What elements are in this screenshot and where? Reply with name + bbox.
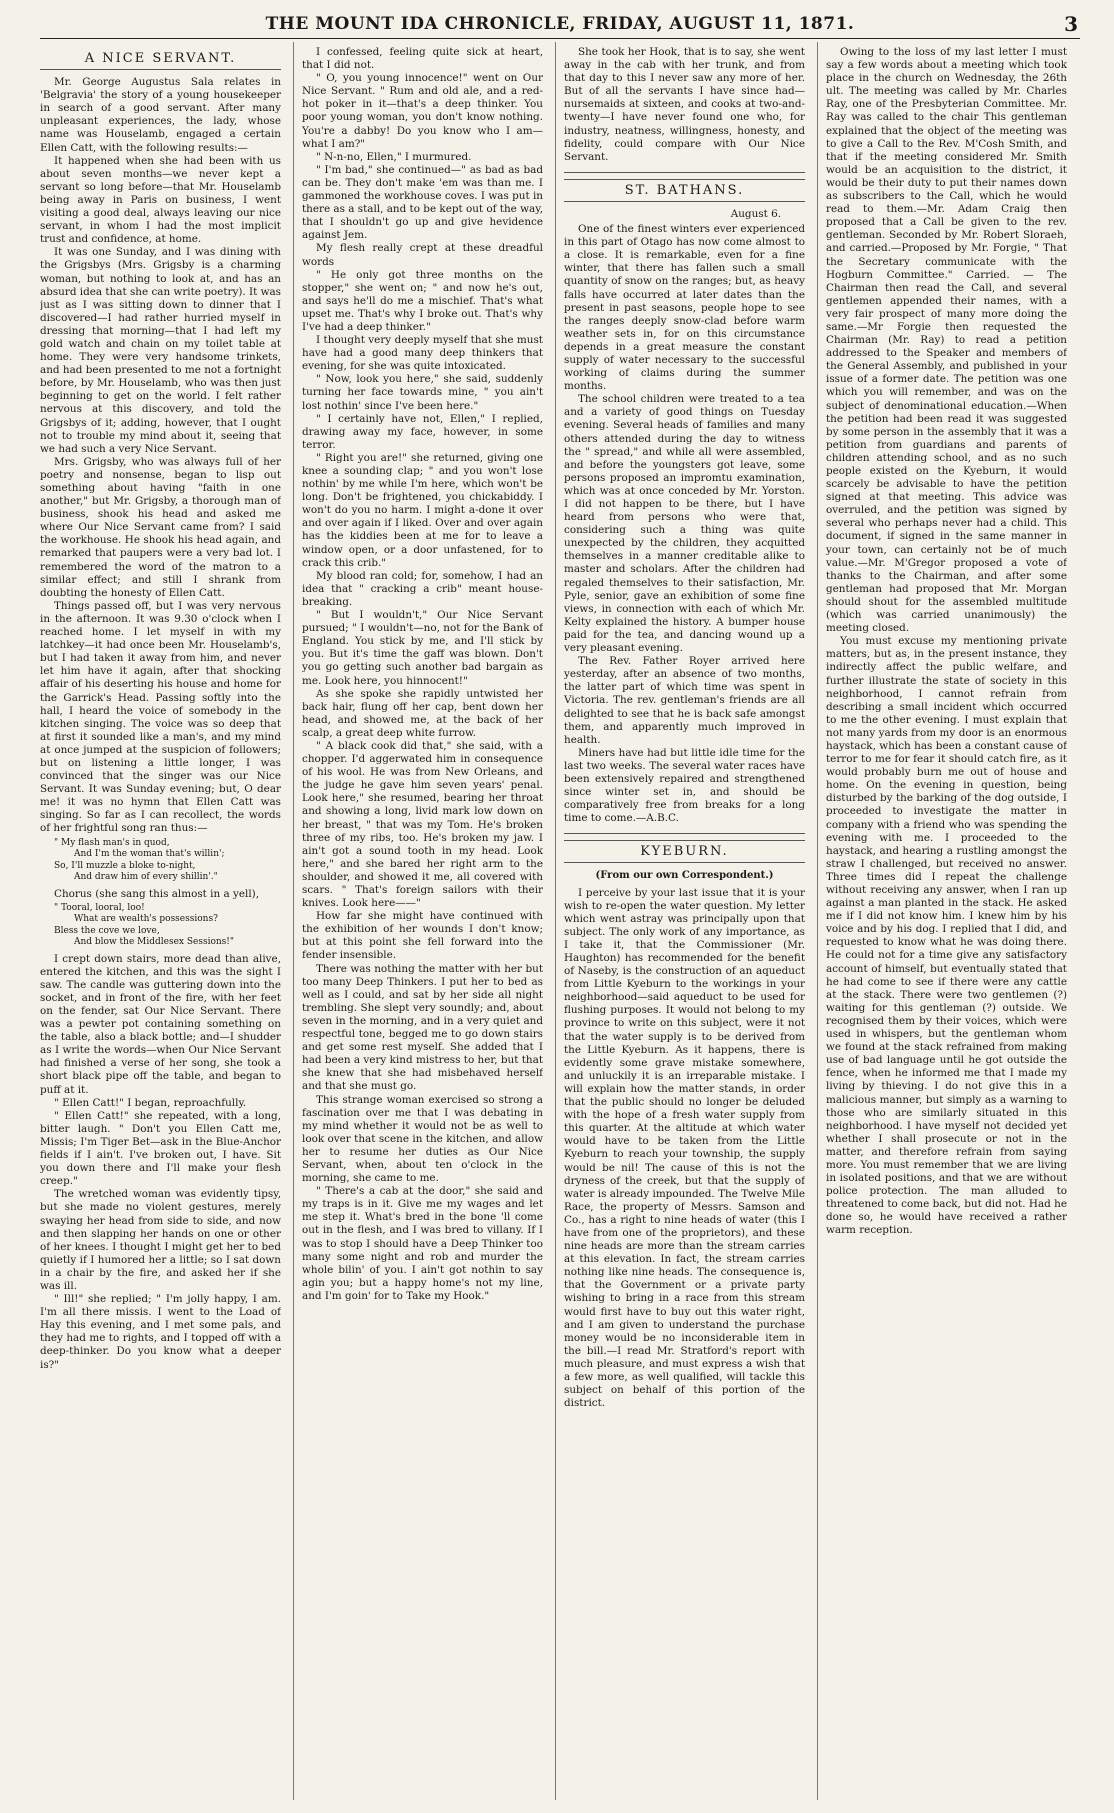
article-divider [564, 833, 805, 834]
column-3 [564, 46, 805, 1796]
article-paragraph: " Ellen Catt!" she repeated, with a long, bitter laugh. " Don't you Ellen Catt me, Missis; I'm Tiger Bet—ask in the Blue-Anchor fields if I ain't. I've broken out, I have. Sit you down there and I'll make your flesh creep." [40, 1109, 281, 1188]
article-paragraph: " I'm bad," she continued—" as bad as bad can be. They don't make 'em was than me. I gammoned the workhouse coves. I was put in there as a stall, and to be kept out of the way, that I shouldn't go up and give hevidence against Jem. [302, 163, 543, 242]
article-paragraph: Owing to the loss of my last letter I must say a few words about a meeting which took place in the church on Wednesday, the 26th ult. The meeting was called by Mr. Charles Ray, one of the Presbyterian Committee. Mr. Ray was called to the chair This gentleman explained that the object of the meeting was to give a Call to the Rev. M'Cosh Smith, and that if the meeting considered Mr. Smith would be an acquisition to the district, it would be their duty to put their names down as subscribers to the Call, which he would read to them.—Mr. Adam Craig then proposed that a Call be given to the rev. gentleman. Seconded by Mr. Robert Sloraeh, and carried.—Proposed by Mr. Forgie, " That the Secretary communicate with the Hogburn Committee." Carried. — The Chairman then read the Call, and several gentlemen appended their names, with a very fair prospect of many more doing the same.—Mr Forgie then requested the Chairman (Mr. Ray) to read a petition addressed to the Speaker and members of the General Assembly, and published in your issue of a former date. The petition was one which you will remember, and was on the subject of denominational education.—When the petition had been read it was suggested by some person in the assembly that it was a petition from guardians and parents of children attending school, and as no such people existed on the Kyeburn, it would scarcely be advisable to have the petition signed at that meeting. This advice was overruled, and the petition was signed by several who perhaps never had a child. This document, if signed in the same manner in your town, can certainly not be of much value.—Mr. M'Gregor proposed a vote of thanks to the Chairman, and after some gentleman had proposed that Mr. Morgan should shout for the assembled multitude (which was carried unanimously) the meeting closed. [826, 46, 1067, 635]
article-heading-st-bathans: ST. BATHANS. [564, 179, 805, 202]
article-paragraph: I confessed, feeling quite sick at heart, that I did not. [302, 46, 543, 72]
article-heading-kyeburn: KYEBURN. [564, 840, 805, 863]
column-rule [293, 42, 294, 1800]
column-rule [555, 42, 556, 1800]
article-paragraph: This strange woman exercised so strong a fascination over me that I was debating in my mind whether it would not be as well to look over that scene in the kitchen, and allow her to resume her duties as Our Nice Servant, when, about ten o'clock in the morning, she came to me. [302, 1093, 543, 1185]
article-paragraph: You must excuse my mentioning private matters, but as, in the present instance, they indirectly affect the public welfare, and further illustrate the state of society in this neighborhood, I cannot refrain from describing a small incident which occurred to me the other evening. I must explain that not many yards from my door is an enormous haystack, which has been a constant cause of terror to me for fear it should catch fire, as it would probably burn me out of house and home. On the evening in question, being disturbed by the barking of the dog outside, I proceeded to investigate the matter in company with a friend who was spending the evening with me. I proceeded to the haystack, and hearing a rustling amongst the straw I challenged, but received no answer. Three times did I repeat the challenge without receiving any answer, when I ran up against a man planted in the stack. He asked me if I did not know him. I knew him by his voice and by his dog. I replied that I did, and requested to know what he was doing there. He could not for a time give any satisfactory account of himself, but eventually stated that he had come to see if there were any cattle at the stack. There were two gentlemen (?) waiting for this gentleman (?) outside. We recognised them by their voices, which were used in whispers, but the gentleman whom we found at the stack refrained from making use of bad language until he got outside the fence, when he informed me that I made my living by thieving. I do not give this in a malicious manner, but simply as a warning to those who are similarly situated in this neighborhood. I have myself not decided yet whether I shall prosecute or not in the matter, and therefore refrain from saying more. You must remember that we are living in isolated positions, and that we are without police protection. The man alluded to threatened to come back, but did not. Had he done so, he would have received a rather warm reception. [826, 635, 1067, 1237]
song-verse [40, 838, 281, 884]
verse-line: So, I'll muzzle a bloke to-night, [54, 860, 196, 871]
article-paragraph: I thought very deeply myself that she must have had a good many deep thinkers that evening, for she was quite intoxicated. [302, 334, 543, 373]
article-divider [564, 172, 805, 173]
column-2 [302, 46, 543, 1796]
article-paragraph: I perceive by your last issue that it is your wish to re-open the water question. My letter which went astray was principally upon that subject. The only work of any importance, as I take it, that the Commissioner (Mr. Haughton) has recommended for the benefit of Naseby, is the construction of an aqueduct from Little Kyeburn to the workings in your neighborhood—said aqueduct to be used for flushing purposes. It would not belong to my province to write on this subject, were it not that the water supply is to be derived from the Little Kyeburn. As it happens, there is evidently some grave mistake somewhere, and unluckily it is an irreparable mistake. I will explain how the matter stands, in order that the public should no longer be deluded with the hope of a fresh water supply from this quarter. At the altitude at which water would have to be taken from the Little Kyeburn to reach your township, the supply would be nil! The cause of this is not the dryness of the creek, but that the supply of water is already impounded. The Twelve Mile Race, the property of Messrs. Samson and Co., has a right to nine heads of water (this I have from one of the proprietors), and these nine heads are more than the stream carries at this elevation. In fact, the stream carries nothing like nine heads. The consequence is, that the Government or a private party wishing to bring in a race from this stream would first have to buy out this water right, and I am given to understand the purchase money would be no inconsiderable item in the bill.—I read Mr. Stratford's report with much pleasure, and must express a wish that a few more, as well qualified, will tackle this subject on behalf of this portion of the district. [564, 886, 805, 1410]
verse-line: " My flash man's in quod, [54, 837, 170, 848]
article-paragraph: Chorus (she sang this almost in a yell), [54, 887, 259, 900]
article-paragraph: " There's a cab at the door," she said and my traps is in it. Give me my wages and let me step it. What's bred in the bone 'll come out in the flesh, and I was bred to villany. If I was to stop I should have a Deep Thinker too many some night and rob and murder the whole bilin' of you. I ain't got nothin to say agin you; but a happy home's not my line, and I'm goin' for to Take my Hook." [302, 1185, 543, 1302]
article-paragraph: How far she might have continued with the exhibition of her wounds I don't know; but at this point she fell forward into the fender insensible. [302, 910, 543, 962]
column-1 [40, 46, 281, 1796]
article-paragraph: " Now, look you here," she said, suddenly turning her face towards mine, " you ain't lost nothin' since I've been here." [302, 373, 543, 412]
article-paragraph: " I certainly have not, Ellen," I replied, drawing away my face, however, in some terror. [302, 412, 543, 451]
verse-line: And blow the Middlesex Sessions!" [74, 937, 235, 948]
verse-line: " Tooral, looral, loo! [54, 902, 145, 913]
article-paragraph: My flesh really crept at these dreadful words [302, 242, 543, 268]
newspaper-title: THE MOUNT IDA CHRONICLE, FRIDAY, AUGUST 11, 1871. [265, 14, 855, 34]
article-paragraph: " Ellen Catt!" I began, reproachfully. [54, 1096, 247, 1109]
masthead [40, 8, 1080, 39]
article-paragraph: " He only got three months on the stopper," she went on; " and now he's out, and says he'll do me a mischief. That's what upset me. That's why I broke out. That's why I've had a deep thinker." [302, 268, 543, 333]
article-paragraph: One of the finest winters ever experienced in this part of Otago has now come almost to a close. It is remarkable, even for a fine winter, that there has fallen such a small quantity of snow on the ranges; but, as heavy falls have occurred at later dates than the present in past seasons, people hope to see the ranges deeply snow-clad before warm weather sets in, for on this circumstance depends in a great measure the constant supply of water necessary to the successful working of claims during the summer months. [564, 223, 805, 393]
song-chorus [40, 903, 281, 949]
article-paragraph: I crept down stairs, more dead than alive, entered the kitchen, and this was the sight I saw. The candle was guttering down into the socket, and in front of the fire, with her feet on the fender, sat Our Nice Servant. There was a pewter pot containing something on the table, also a black bottle; and—I shudder as I write the words—when Our Nice Servant had finished a verse of her song, she took a short black pipe off the table, and began to puff at it. [40, 952, 281, 1096]
article-paragraph: The Rev. Father Royer arrived here yesterday, after an absence of two months, the latter part of which time was spent in Victoria. The rev. gentleman's friends are all delighted to see that he is back safe amongst them, and apparently much improved in health. [564, 655, 805, 746]
column-rule [817, 42, 818, 1800]
article-paragraph: Mr. George Augustus Sala relates in 'Belgravia' the story of a young housekeeper in search of a good servant. After many unpleasant experiences, the lady, whose name was Houselamb, engaged a certain Ellen Catt, with the following results:— [40, 76, 281, 154]
article-paragraph: Miners have had but little idle time for the last two weeks. The several water races have been extensively repaired and strengthened since winter set in, and should be comparatively free from breaks for a long time to come.—A.B.C. [564, 746, 805, 825]
article-paragraph: Things passed off, but I was very nervous in the afternoon. It was 9.30 o'clock when I reached home. I let myself in with my latchkey—it had once been Mr. Houselamb's, but I had taken it away from him, and never let him have it again, after that shocking affair of his deserting his house and home for the Garrick's Head. Passing softly into the hall, I heard the voice of somebody in the kitchen singing. The voice was so deep that at first it sounded like a man's, and my mind at once jumped at the suspicion of followers; but on listening a little longer, I was convinced that the singer was our Nice Servant. It was Sunday evening; but, O dear me! it was no hymn that Ellen Catt was singing. So far as I can recollect, the words of her frightful song ran thus:— [40, 599, 281, 835]
article-paragraph: It was one Sunday, and I was dining with the Grigsbys (Mrs. Grigsby is a charming woman, but nothing to look at, and has an absurd idea that she can write poetry). It was just as I was sitting down to dinner that I discovered—I had rather hurried myself in dressing that morning—that I had left my gold watch and chain on my toilet table at home. They were very handsome trinkets, and had been presented to me not a fortnight before, by Mr. Houselamb, who was then just beginning to get on the world. I felt rather nervous at this discovery, and told the Grigsbys of it; adding, however, that I ought not to trouble my mind about it, seeing that we had such a very Nice Servant. [40, 246, 281, 455]
article-paragraph: The school children were treated to a tea and a variety of good things on Tuesday evening. Several heads of families and many others attended during the day to witness the " spread," and while all were assembled, and before the youngsters got leave, some persons proposed an impromtu examination, which was at once conceded by Mr. Yorston. I did not happen to be there, but I have heard from persons who were that, considering such a thing was quite unexpected by the children, they acquitted themselves in a manner creditable alike to master and scholars. After the children had regaled themselves to their satisfaction, Mr. Pyle, senior, gave an exhibition of some fine views, in connection with each of which Mr. Kelty explained the history. A bumper house paid for the tea, and dancing wound up a very pleasant evening. [564, 393, 805, 655]
article-paragraph: It happened when she had been with us about seven months—we never kept a servant so long before—that Mr. Houselamb being away in Paris on business, I went visiting a good deal, always leaving our nice servant, in whom I had the most implicit trust and confidence, at home. [40, 154, 281, 246]
article-paragraph: " Right you are!" she returned, giving one knee a sounding clap; " and you won't lose nothin' by me while I'm here, which won't be long. Don't be frightened, you chickabiddy. I won't do you no harm. I might a-done it over and over again if I liked. Over and over again has the kiddies been at me for to leave a window open, or a door unfastened, for to crack this crib." [302, 451, 543, 569]
article-paragraph: The wretched woman was evidently tipsy, but she made no violent gestures, merely swaying her head from side to side, and now and then slapping her hands on one or other of her knees. I thought I might get her to bed quietly if I humored her a little; so I sat down in a chair by the fire, and asked her if she was ill. [40, 1188, 281, 1292]
page-number: 3 [1064, 12, 1078, 36]
article-paragraph: " N-n-no, Ellen," I murmured. [316, 150, 472, 163]
verse-line: What are wealth's possessions? [74, 914, 218, 925]
article-paragraph: She took her Hook, that is to say, she went away in the cab with her trunk, and from that day to this I never saw any more of her. But of all the servants I have since had—nursemaids at sixteen, and cooks at two-and-twenty—I have never found one who, for industry, neatness, willingness, honesty, and fidelity, could compare with Our Nice Servant. [564, 46, 805, 163]
dateline: August 6. [730, 207, 781, 220]
verse-line: And draw him of every shillin'." [74, 872, 218, 883]
article-paragraph: " Ill!" she replied; " I'm jolly happy, I am. I'm all there missis. I went to the Load of Hay this evening, and I met some pals, and they had me to rights, and I topped off with a deep-thinker. Do you know what a deeper is?" [40, 1293, 281, 1371]
article-heading-nice-servant: A NICE SERVANT. [40, 48, 281, 70]
article-paragraph: My blood ran cold; for, somehow, I had an idea that " cracking a crib" meant house-breaking. [302, 569, 543, 608]
article-paragraph: " O, you young innocence!" went on Our Nice Servant. " Rum and old ale, and a red-hot poker in it—that's a deep thinker. You poor young woman, you don't know nothing. You're a dabby! Do you know who I am—what I am?" [302, 72, 543, 150]
column-4 [826, 46, 1067, 1796]
article-paragraph: There was nothing the matter with her but too many Deep Thinkers. I put her to bed as well as I could, and sat by her side all night trembling. She slept very soundly; and, about seven in the morning, and in a very quiet and respectful tone, begged me to go down stairs and get some rest myself. She added that I had been a very kind mistress to her, but that she knew that she had misbehaved herself and that she must go. [302, 962, 543, 1093]
article-paragraph: " But I wouldn't," Our Nice Servant pursued; " I wouldn't—no, not for the Bank of England. You stick by me, and I'll stick by you. But it's time the gaff was blown. Don't you go getting such another bad bargain as me. Look here, you hinnocent!" [302, 609, 543, 687]
verse-line: Bless the cove we love, [54, 925, 160, 936]
correspondent-note: (From our own Correspondent.) [595, 870, 774, 882]
verse-line: And I'm the woman that's willin'; [74, 849, 225, 860]
article-paragraph: " A black cook did that," she said, with a chopper. I'd aggerwated him in consequence of his wool. He was from New Orleans, and the judge he gave him seven years' penal. Look here," she resumed, bearing her throat and showing a long, livid mark low down on her breast, " that was my Tom. He's broken three of my ribs, too. He's broken my jaw. I ain't got a sound tooth in my head. Look here," and she bared her right arm to the shoulder, and showed it me, all covered with scars. " That's foreign sailors with their knives. Look here——" [302, 739, 543, 910]
article-paragraph: Mrs. Grigsby, who was always full of her poetry and nonsense, began to lisp out something about having "faith in one another," but Mr. Grigsby, a thorough man of business, shook his head and asked me where Our Nice Servant came from? I said the workhouse. He shook his head again, and remarked that paupers were a very bad lot. I remembered the word of the matron to a similar effect; and still I shrank from doubting the honesty of Ellen Catt. [40, 455, 281, 599]
article-paragraph: As she spoke she rapidly untwisted her back hair, flung off her cap, bent down her head, and showed me, at the back of her scalp, a great deep white furrow. [302, 687, 543, 739]
